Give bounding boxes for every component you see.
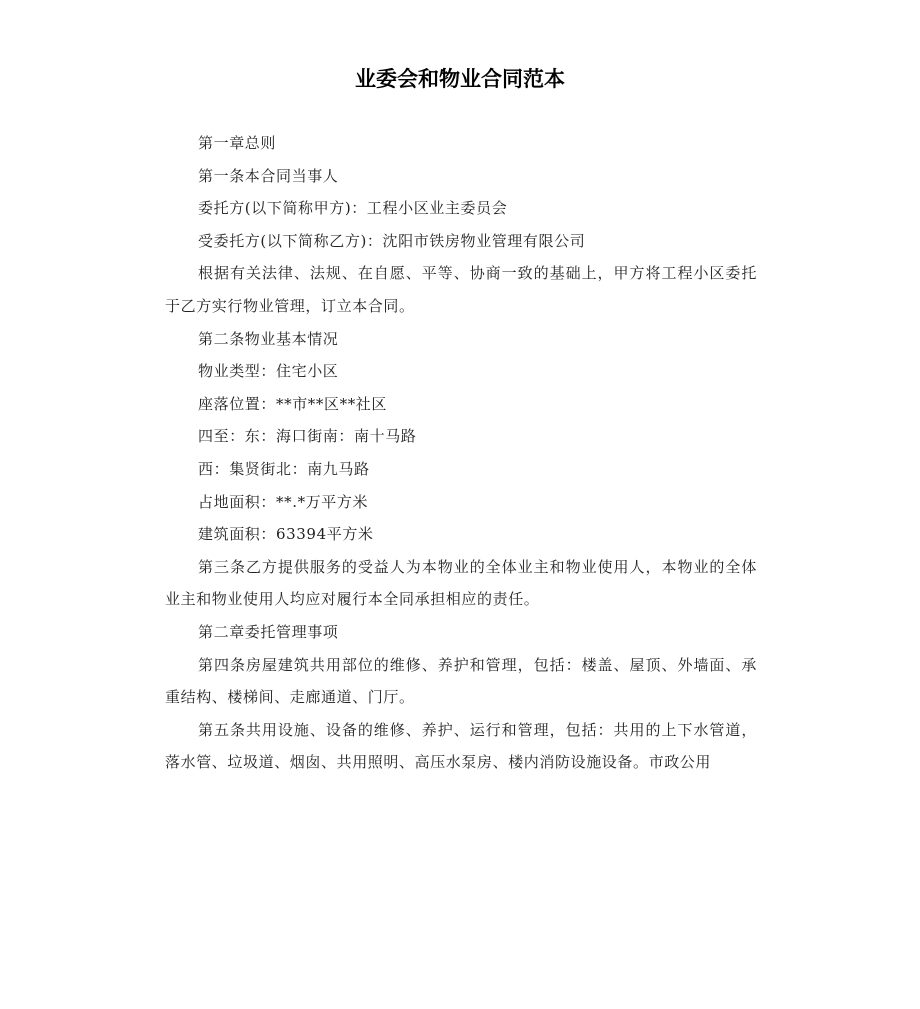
article-heading: 第二条物业基本情况	[198, 329, 339, 348]
paragraph: 受委托方(以下简称乙方)：沈阳市铁房物业管理有限公司	[198, 231, 586, 250]
paragraph: 座落位置：**市**区**社区	[198, 394, 388, 413]
document-title: 业委会和物业合同范本	[355, 67, 565, 91]
paragraph: 委托方(以下简称甲方)：工程小区业主委员会	[198, 199, 508, 218]
document-body	[165, 127, 757, 779]
article-heading: 第一条本合同当事人	[198, 166, 339, 185]
paragraph: 第五条共用设施、设备的维修、养护、运行和管理，包括：共用的上下水管道，落水管、垃圾道、烟囱、共用照明、高压水泵房、楼内消防设施设备。市政公用	[165, 720, 757, 772]
chapter-heading: 第一章总则	[198, 134, 277, 152]
paragraph: 物业类型：住宅小区	[198, 362, 339, 381]
paragraph: 第三条乙方提供服务的受益人为本物业的全体业主和物业使用人，本物业的全体业主和物业使用人均应对履行本全同承担相应的责任。	[165, 557, 757, 609]
paragraph: 四至：东：海口街南：南十马路	[198, 427, 417, 446]
chapter-heading: 第二章委托管理事项	[198, 622, 339, 641]
paragraph: 根据有关法律、法规、在自愿、平等、协商一致的基础上，甲方将工程小区委托于乙方实行物业管理，订立本合同。	[165, 264, 757, 315]
paragraph: 西：集贤街北：南九马路	[198, 459, 370, 478]
paragraph: 第四条房屋建筑共用部位的维修、养护和管理，包括：楼盖、屋顶、外墙面、承重结构、楼梯间、走廊通道、门厅。	[165, 655, 757, 707]
paragraph: 占地面积：**.*万平方米	[198, 492, 369, 511]
paragraph: 建筑面积：63394平方米	[198, 525, 374, 544]
